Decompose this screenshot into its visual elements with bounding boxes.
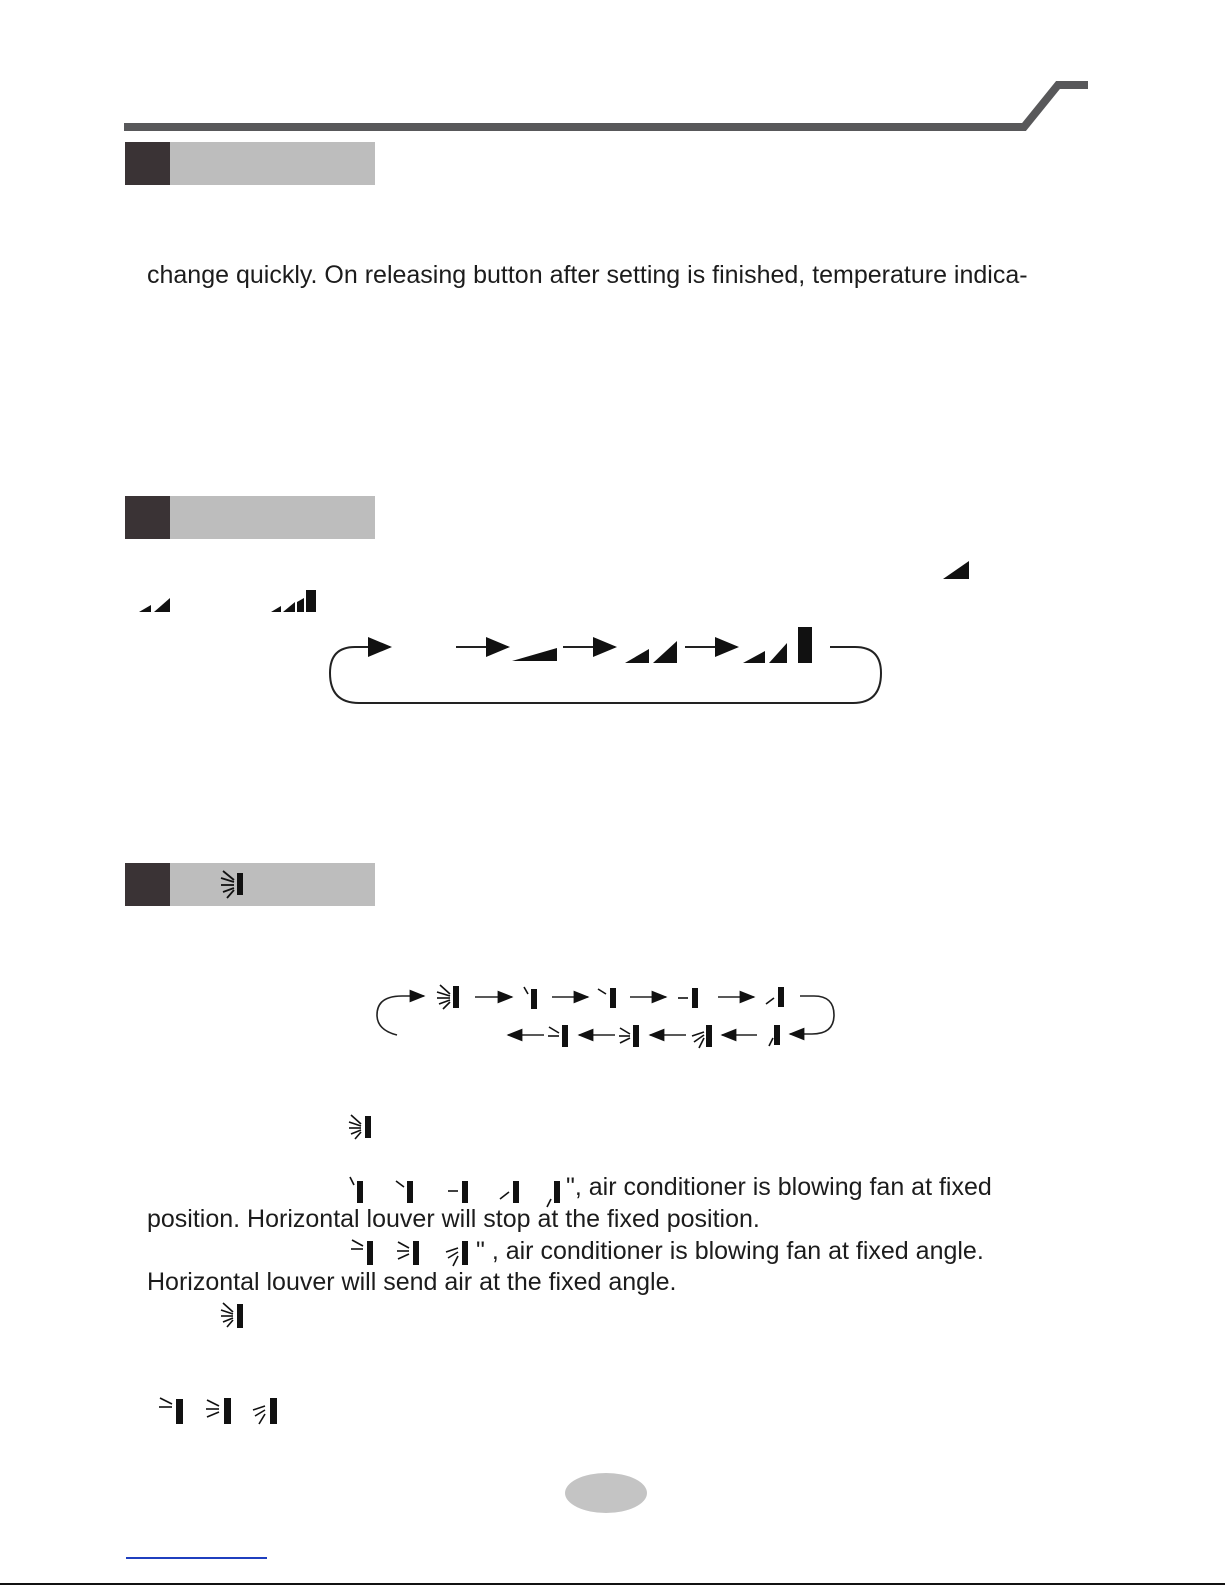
section-marker	[125, 142, 170, 185]
louver-angle-down-icon	[446, 1241, 468, 1266]
louver-angle-down-icon	[692, 1025, 712, 1048]
section-header-temperature	[125, 142, 375, 185]
louver-lower-mid-icon	[766, 987, 784, 1007]
section-marker	[125, 496, 170, 539]
louver-cycle-diagram	[372, 980, 852, 1060]
louver-angle-mid-icon	[619, 1025, 639, 1047]
fixed-position-text-cont: position. Horizontal louver will stop at the fixed position.	[147, 1205, 760, 1233]
louver-mid-icon	[678, 988, 698, 1008]
fixed-angle-text-cont: Horizontal louver will send air at the fixed angle.	[147, 1268, 677, 1296]
louver-up-icon	[350, 1177, 363, 1203]
louver-angle-up-icon	[548, 1025, 568, 1047]
louver-upper-mid-icon	[396, 1181, 413, 1203]
louver-angle-mid-icon	[206, 1398, 231, 1424]
louver-angle-mid-icon	[397, 1241, 419, 1265]
page-number-badge	[565, 1473, 647, 1513]
fixed-position-text: ", air conditioner is blowing fan at fixed	[566, 1173, 992, 1201]
cycle-fan-high-icon	[743, 627, 812, 663]
section-header-fan	[125, 496, 375, 539]
footer-link[interactable]	[126, 1557, 267, 1559]
header-rule	[0, 0, 1225, 140]
louver-mid-icon	[448, 1181, 468, 1203]
fan-speed-medium-icon	[139, 596, 173, 616]
swing-icon	[220, 868, 248, 900]
louver-lower-mid-icon	[500, 1181, 519, 1203]
louver-up-icon	[524, 987, 537, 1009]
temperature-paragraph-line: change quickly. On releasing button after setting is finished, temperature indica-	[147, 261, 1028, 289]
louver-angle-down-icon	[253, 1398, 277, 1424]
louver-upper-mid-icon	[598, 988, 616, 1008]
section-marker	[125, 863, 170, 906]
section-header-swing	[125, 863, 375, 906]
louver-angle-up-icon	[351, 1240, 373, 1265]
louver-angle-icons	[158, 1394, 288, 1430]
fan-speed-cycle-diagram	[325, 625, 925, 715]
cycle-fan-medium-icon	[625, 641, 677, 663]
swing-icon	[221, 1301, 247, 1331]
louver-angle-up-icon	[159, 1398, 183, 1424]
swing-icon	[349, 1113, 375, 1141]
cycle-fan-low-icon	[512, 648, 557, 661]
fan-speed-high-icon	[271, 588, 321, 616]
louver-down-icon	[769, 1025, 780, 1046]
fan-speed-low-icon	[943, 561, 973, 581]
swing-icon	[437, 985, 459, 1009]
fixed-angle-text: " , air conditioner is blowing fan at fixed angle.	[476, 1237, 984, 1265]
